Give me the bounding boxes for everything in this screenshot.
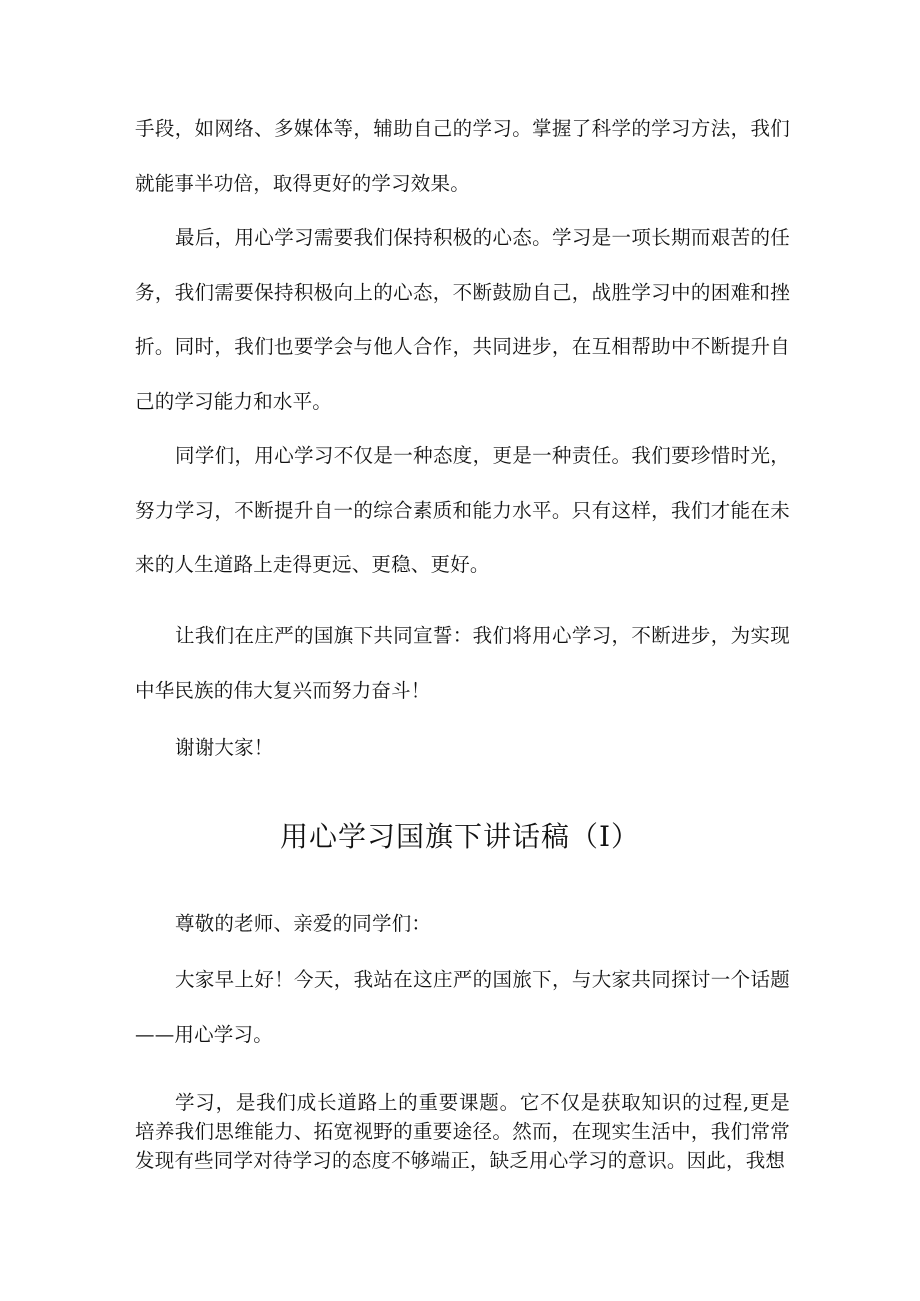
paragraph-responsibility: 同学们，用心学习不仅是一种态度，更是一种责任。我们要珍惜时光，努力学习，不断提升自一的综合素质和能力水平。只有这样，我们才能在未来的人生道路上走得更远、更稳、更好。 bbox=[135, 444, 790, 576]
paragraph-thanks: 谢谢大家！ bbox=[175, 736, 274, 759]
paragraph-learning-importance: 学习，是我们成长道路上的重要课题。它不仅是获取知识的过程,更是培养我们思维能力、拓宽视野的重要途径。然而，在现实生活中，我们常常发现有些同学对待学习的态度不够端正，缺乏用心学习的意识。因此，我想 bbox=[135, 1091, 790, 1172]
paragraph-oath: 让我们在庄严的国旗下共同宣誓：我们将用心学习，不断进步，为实现中华民族的伟大复兴而努力奋斗！ bbox=[135, 624, 790, 702]
paragraph-study-methods: 手段，如网络、多媒体等，辅助自己的学习。掌握了科学的学习方法，我们就能事半功倍，取得更好的学习效果。 bbox=[135, 117, 790, 195]
salutation: 尊敬的老师、亲爱的同学们： bbox=[175, 912, 432, 935]
paragraph-greeting: 大家早上好！今天，我站在这庄严的国旅下，与大家共同探讨一个话题——用心学习。 bbox=[135, 968, 790, 1046]
paragraph-positive-attitude: 最后，用心学习需要我们保持积极的心态。学习是一项长期而艰苦的任务，我们需要保持积极向上的心态，不断鼓励自己，战胜学习中的困难和挫折。同时，我们也要学会与他人合作，共同进步，在互相帮助中不断提升自己的学习能力和水平。 bbox=[135, 226, 790, 413]
speech-title: 用心学习国旗下讲话稿（I） bbox=[279, 820, 641, 853]
